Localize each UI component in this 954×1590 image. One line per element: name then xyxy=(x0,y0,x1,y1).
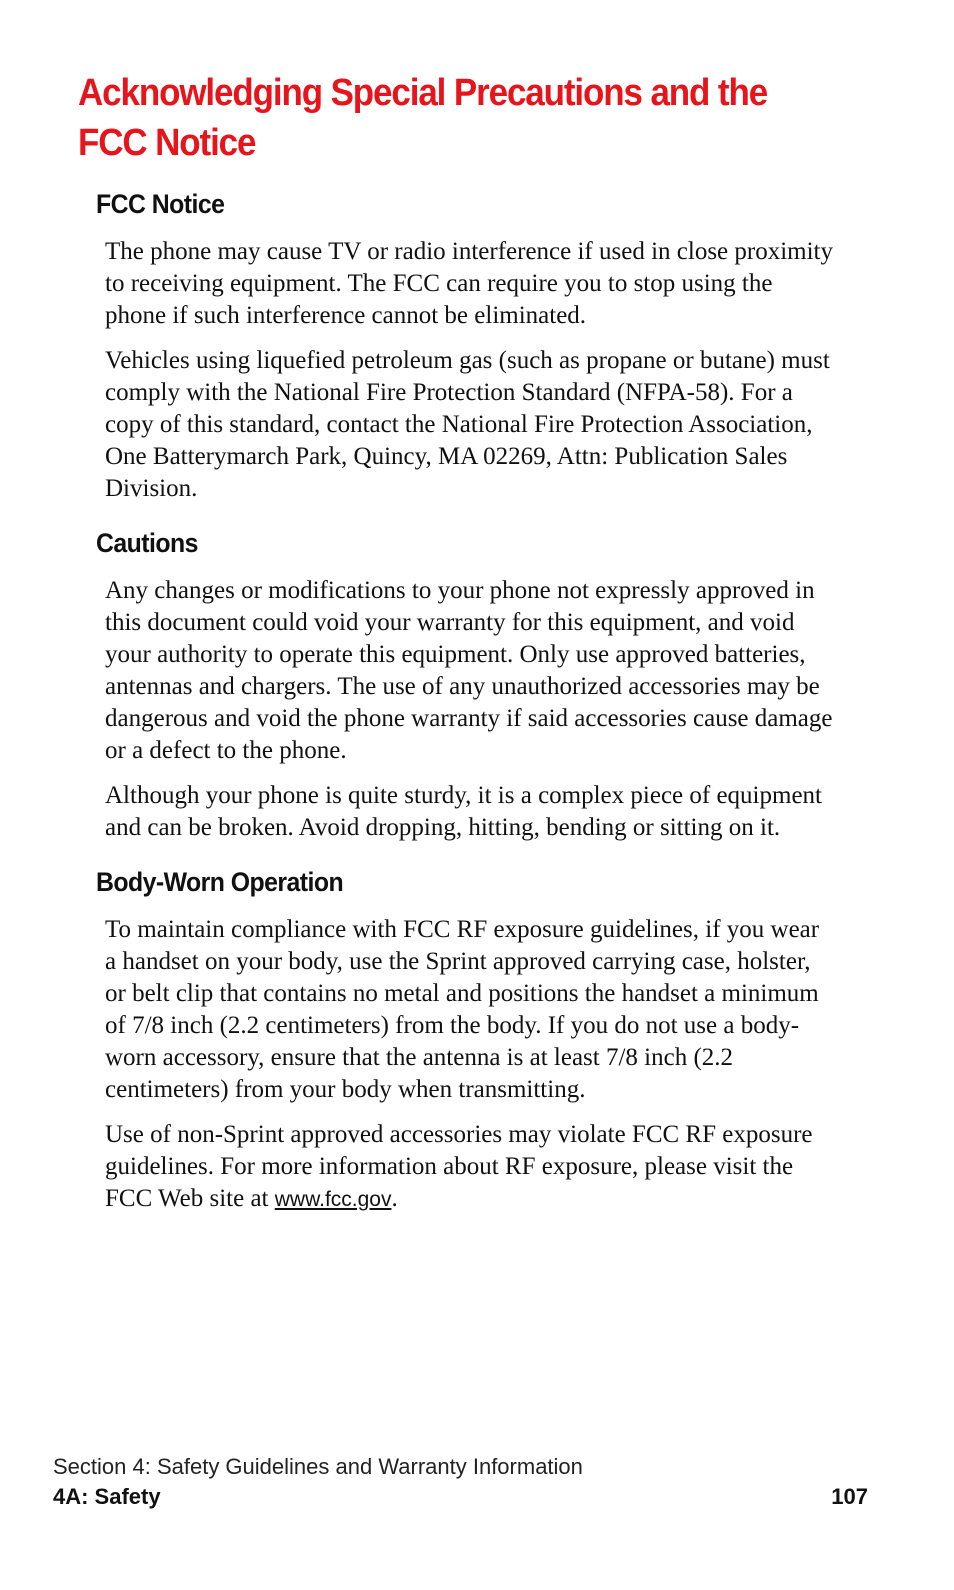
paragraph: Vehicles using liquefied petroleum gas (such as propane or butane) must comply with the National Fire Protection Standard (NFPA-58). For a copy of this standard, contact the National Fire Protection Association, One Batterymarch Park, Quincy, MA 02269, Attn: Publication Sales Division. xyxy=(105,347,830,502)
paragraph-with-link xyxy=(105,1119,836,1216)
paragraph-text-end: . xyxy=(391,1185,398,1212)
section-body-worn-operation xyxy=(96,864,836,1216)
section-fcc-notice xyxy=(96,186,836,505)
document-body xyxy=(96,186,836,1236)
paragraph: Any changes or modifications to your phone not expressly approved in this document could void your warranty for this equipment, and void your authority to operate this equipment. Only use approved batteries, antennas and chargers. The use of any unauthorized accessories may be dangerous and void the phone warranty if said accessories cause damage or a defect to the phone. xyxy=(105,577,833,764)
paragraph-text: Use of non-Sprint approved accessories may violate FCC RF exposure guidelines. For more information about RF exposure, please visit the FCC Web site at xyxy=(105,1121,813,1212)
paragraph: The phone may cause TV or radio interference if used in close proximity to receiving equipment. The FCC can require you to stop using the phone if such interference cannot be eliminated. xyxy=(105,238,834,329)
footer-chapter-label: 4A: Safety xyxy=(53,1484,161,1509)
paragraph: Although your phone is quite sturdy, it is a complex piece of equipment and can be broken. Avoid dropping, hitting, bending or sitting on it. xyxy=(105,782,822,841)
footer-row xyxy=(53,1482,868,1512)
section-cautions xyxy=(96,525,836,844)
section-heading-fcc-notice: FCC Notice xyxy=(96,189,225,219)
page-footer xyxy=(53,1452,868,1512)
fcc-website-link[interactable]: www.fcc.gov xyxy=(274,1188,392,1211)
page-number: 107 xyxy=(831,1484,868,1509)
page-title: Acknowledging Special Precautions and the FCC Notice xyxy=(78,72,768,164)
section-heading-body-worn-operation: Body-Worn Operation xyxy=(96,867,344,897)
paragraph: To maintain compliance with FCC RF exposure guidelines, if you wear a handset on your body, use the Sprint approved carrying case, holster, or belt clip that contains no metal and positions the handset a minimum of 7/8 inch (2.2 centimeters) from the body. If you do not use a body-worn accessory, ensure that the antenna is at least 7/8 inch (2.2 centimeters) from your body when transmitting. xyxy=(105,916,820,1103)
footer-section-label: Section 4: Safety Guidelines and Warranty Information xyxy=(53,1454,583,1479)
section-heading-cautions: Cautions xyxy=(96,528,198,558)
